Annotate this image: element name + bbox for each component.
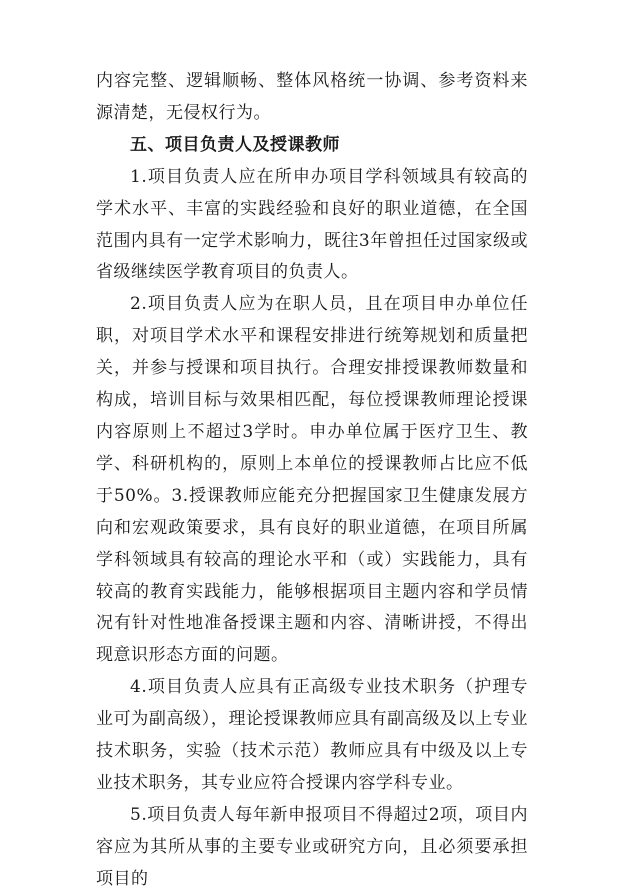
paragraph-item-4: 4.项目负责人应具有正高级专业技术职务（护理专业可为副高级），理论授课教师应具有副高级及以上专业技术职务，实验（技术示范）教师应具有中级及以上专业技术职务，其专业应符合授课内容学科专业。: [96, 677, 528, 793]
paragraph-item-1: 1.项目负责人应在所申办项目学科领域具有较高的学术水平、丰富的实践经验和良好的职业道德，在全国范围内具有一定学术影响力，既往3年曾担任过国家级或省级继续医学教育项目的负责人。: [96, 166, 528, 283]
paragraph-item-5: 5.项目负责人每年新申报项目不得超过2项，项目内容应为其所从事的主要专业或研究方向，且必须要承担项目的: [96, 804, 528, 889]
paragraph-item-2-3: 2.项目负责人应为在职人员，且在项目申办单位任职，对项目学术水平和课程安排进行统筹规划和质量把关，并参与授课和项目执行。合理安排授课教师数量和构成，培训目标与效果相匹配，每位授课教师理论授课内容原则上不超过3学时。申办单位属于医疗卫生、教学、科研机构的，原则上本单位的授课教师占比应不低于50%。3.授课教师应能充分把握国家卫生健康发展方向和宏观政策要求，具有良好的职业道德，在项目所属学科领域具有较高的理论水平和（或）实践能力，具有较高的教育实践能力，能够根据项目主题内容和学员情况有针对性地准备授课主题和内容、清晰讲授，不得出现意识形态方面的问题。: [96, 294, 528, 666]
paragraph-continuation: 内容完整、逻辑顺畅、整体风格统一协调、参考资料来源清楚，无侵权行为。: [96, 71, 528, 123]
section-heading: 五、项目负责人及授课教师: [130, 134, 340, 155]
document-page: [96, 66, 528, 896]
